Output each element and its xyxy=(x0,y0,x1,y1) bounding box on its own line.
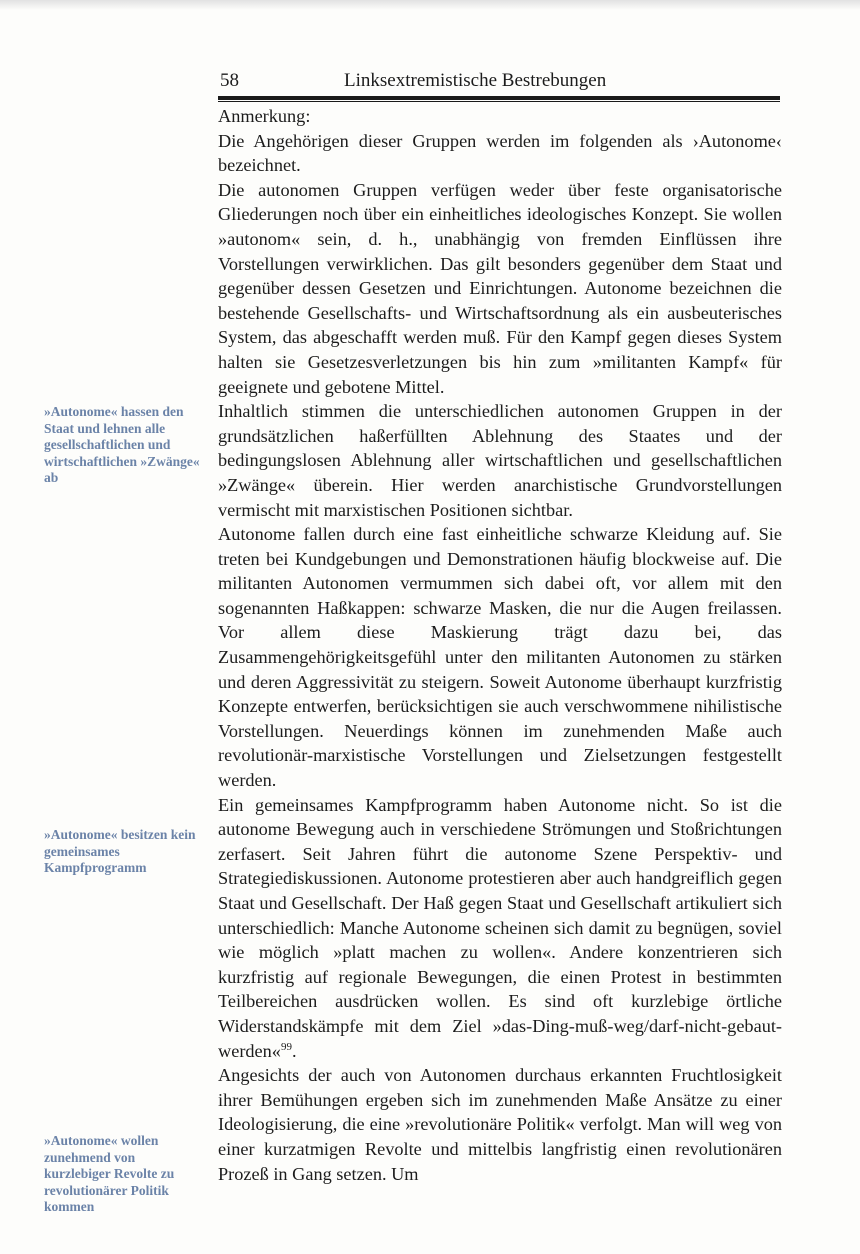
footnote-punctuation: . xyxy=(291,1040,297,1061)
margin-note-hass: »Autonome« hassen den Staat und lehnen alle gesellschaftlichen und wirtschaftlichen »Zwänge« ab xyxy=(44,404,200,485)
header-rule-thin xyxy=(218,101,780,102)
footnote-marker: 99 xyxy=(280,1040,292,1053)
header-rule-thick xyxy=(218,96,780,100)
paragraph-bezeichnung: Die Angehörigen dieser Gruppen werden im folgenden als ›Autonome‹ bezeichnet. xyxy=(218,130,782,176)
paragraph-kampfprogramm xyxy=(218,793,782,1064)
paragraph-kampfprogramm-text: Ein gemeinsames Kampfprogramm haben Autonome nicht. So ist die autonome Bewegung auch in verschiedene Strömungen und Stoßrichtungen zerfasert. Seit Jahren führt die autonome Szene Perspektiv- und Strategiediskussionen. Autonome protestieren aber auch handgreiflich gegen Staat und Gesellschaft. Der Haß gegen Staat und Gesellschaft artikuliert sich unterschiedlich: Manche Autonome scheinen sich damit zu begnügen, soviel wie möglich »platt machen zu wollen«. Andere konzentrieren sich kurzfristig auf regionale Bewegungen, die einen Protest in bestimmten Teilbereichen ausdrücken wollen. Es sind oft kurzlebige örtliche Widerstandskämpfe mit dem Ziel »das-Ding-muß-weg/darf-nicht-gebaut-werden« xyxy=(218,794,782,1061)
body-text xyxy=(218,104,782,1186)
paragraph-ideologisierung: Angesichts der auch von Autonomen durchaus erkannten Fruchtlosigkeit ihrer Bemühungen ergeben sich im zunehmenden Maße Ansätze zu einer Ideologisierung, die eine »revolutionäre Politik« verfolgt. Man will weg von einer kurzatmigen Revolte und mittelbis langfristig einen revolutionären Prozeß in Gang setzen. Um xyxy=(218,1065,782,1184)
paragraph-inhaltlich: Inhaltlich stimmen die unterschiedlichen autonomen Gruppen in der grundsätzlichen haßerfüllten Ablehnung des Staates und der bedingungslosen Ablehnung aller wirtschaftlichen und gesellschaftlichen »Zwänge« überein. Hier werden anarchistische Grundvorstellungen vermischt mit marxistischen Positionen sichtbar. xyxy=(218,401,782,520)
margin-note-kampfprogramm: »Autonome« besitzen kein gemeinsames Kampfprogramm xyxy=(44,827,196,875)
running-title: Linksextremistische Bestrebungen xyxy=(344,70,607,91)
paragraph-kleidung: Autonome fallen durch eine fast einheitliche schwarze Kleidung auf. Sie treten bei Kundgebungen und Demonstrationen häufig blockweise auf. Die militanten Autonomen vermummen sich dabei oft, vor allem mit den sogenannten Haßkappen: schwarze Masken, die nur die Augen freilassen. Vor allem diese Maskierung trägt dazu bei, das Zusammengehörigkeitsgefühl unter den militanten Autonomen zu stärken und deren Aggressivität zu steigern. Soweit Autonome überhaupt kurzfristig Konzepte entwerfen, berücksichtigen sie auch verschwommene nihilistische Vorstellungen. Neuerdings können im zunehmenden Maße auch revolutionär-marxistische Vorstellungen und Zielsetzungen festgestellt werden. xyxy=(218,524,782,791)
paragraph-anmerkung: Anmerkung: xyxy=(218,106,311,126)
page-number: 58 xyxy=(220,70,239,91)
page-header xyxy=(218,70,780,96)
paragraph-organisation: Die autonomen Gruppen verfügen weder über feste organisatorische Gliederungen noch über ein einheitliches ideologisches Konzept. Sie wollen »autonom« sein, d. h., unabhängig von fremden Einflüssen ihre Vorstellungen verwirklichen. Das gilt besonders gegenüber dem Staat und gegenüber dessen Gesetzen und Einrichtungen. Autonome bezeichnen die bestehende Gesellschafts- und Wirtschaftsordnung als ein ausbeuterisches System, das abgeschafft werden muß. Für den Kampf gegen dieses System halten sie Gesetzesverletzungen bis hin zum »militanten Kampf« für geeignete und gebotene Mittel. xyxy=(218,179,782,397)
margin-note-revolte: »Autonome« wollen zunehmend von kurzlebiger Revolte zu revolutionärer Politik kommen xyxy=(44,1133,175,1214)
scan-edge-shadow xyxy=(0,0,860,10)
